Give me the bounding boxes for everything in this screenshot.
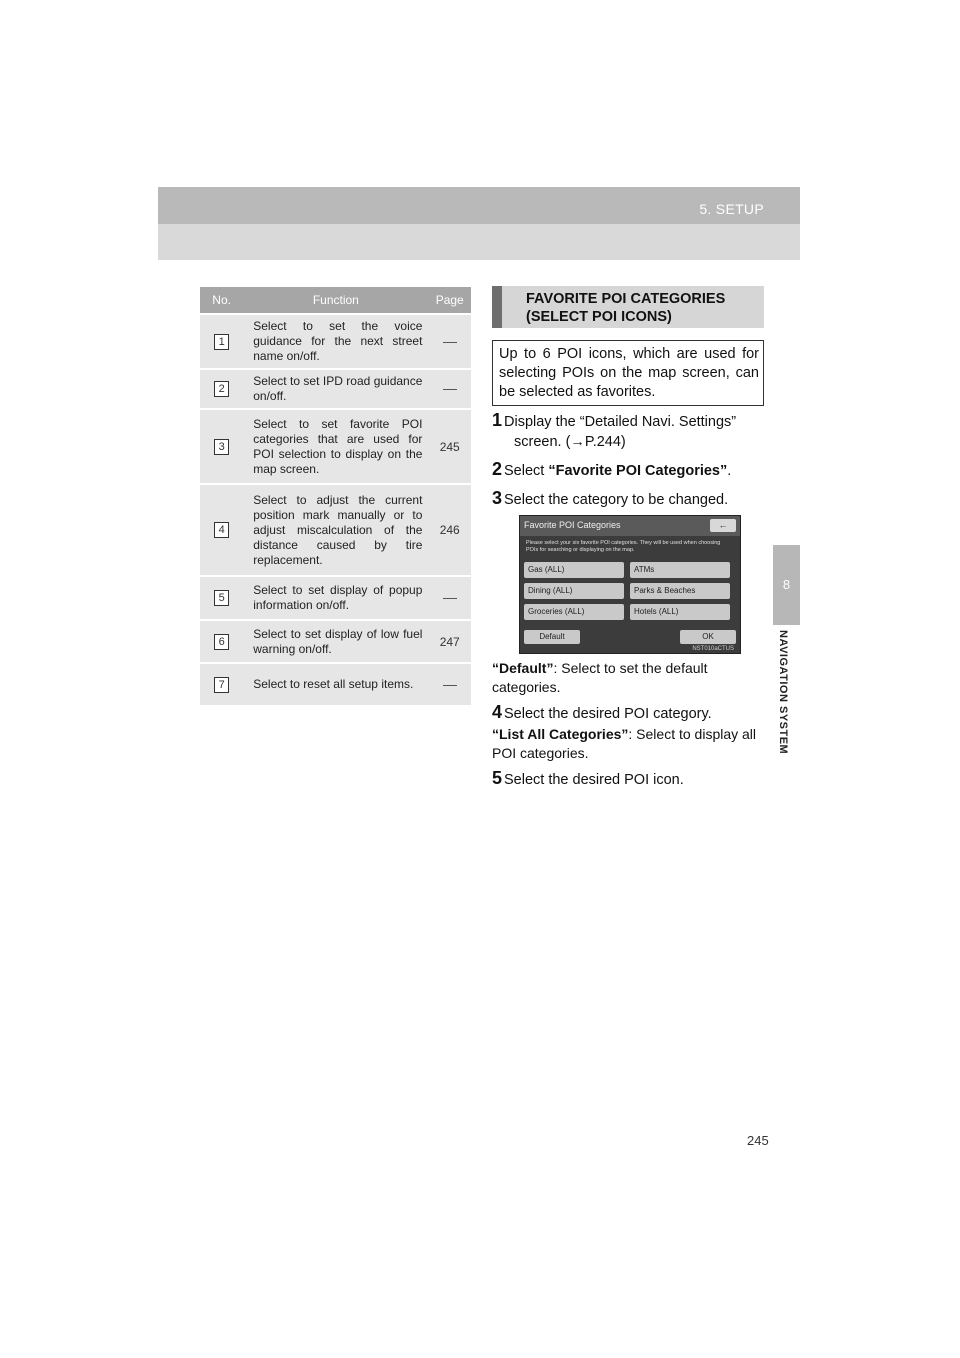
screen-title: Favorite POI Categories — [524, 520, 621, 530]
row-number: 3 — [214, 439, 229, 455]
row-number: 1 — [214, 334, 229, 350]
step-text: Select the desired POI category. — [504, 706, 712, 722]
intro-text: Up to 6 POI icons, which are used for selecting POIs on the map screen, can be selected as favorites. — [499, 346, 759, 400]
step-number: 5 — [492, 768, 503, 788]
row-function: Select to set favorite POI categories that are used for POI selection to display on the map screen. — [243, 409, 428, 484]
page-number: 245 — [747, 1133, 769, 1148]
ok-button: OK — [680, 630, 736, 644]
row-function: Select to adjust the current position mark manually or to adjust miscalculation of the distance caused by tire replacement. — [243, 484, 428, 576]
category-button: Parks & Beaches — [630, 583, 730, 599]
step-text: Select — [504, 463, 549, 479]
table-row — [200, 663, 471, 705]
header-subbar — [158, 224, 800, 260]
list-all-label: “List All Categories” — [492, 726, 629, 742]
table-row — [200, 369, 471, 409]
row-function: Select to set IPD road guidance on/off. — [243, 369, 428, 409]
row-function: Select to set the voice guidance for the next street name on/off. — [243, 314, 428, 369]
row-number: 5 — [214, 590, 229, 606]
table-row — [200, 484, 471, 576]
row-function: Select to set display of popup information on/off. — [243, 576, 428, 620]
row-function: Select to set display of low fuel warning on/off. — [243, 620, 428, 663]
category-button: Dining (ALL) — [524, 583, 624, 599]
dash-mark — [443, 389, 457, 390]
heading-line-2: (SELECT POI ICONS) — [526, 309, 672, 325]
header-bar — [158, 187, 800, 224]
chapter-label: NAVIGATION SYSTEM — [777, 630, 789, 755]
table-row — [200, 620, 471, 663]
step-1 — [492, 410, 736, 432]
step-5 — [492, 768, 684, 790]
category-button: Gas (ALL) — [524, 562, 624, 578]
step-number: 2 — [492, 459, 503, 479]
list-all-text: : Select to display all POI categories. — [492, 726, 757, 761]
step-text: Select the category to be changed. — [504, 492, 729, 508]
col-page: Page — [428, 287, 471, 314]
col-no: No. — [200, 287, 243, 314]
col-function: Function — [243, 287, 428, 314]
back-button: ← — [710, 519, 736, 532]
step-number: 4 — [492, 702, 503, 722]
heading-text — [526, 290, 725, 326]
row-number: 2 — [214, 381, 229, 397]
default-description — [492, 659, 767, 697]
table-header-row — [200, 287, 471, 314]
category-button: ATMs — [630, 562, 730, 578]
section-title: 5. SETUP — [699, 201, 764, 217]
step-text: Select the desired POI icon. — [504, 772, 684, 788]
list-all-description — [492, 725, 767, 763]
step-2 — [492, 459, 731, 481]
step-1-cont: screen. (→P.244) — [514, 434, 626, 450]
default-text: : Select to set the default categories. — [492, 660, 708, 695]
heading-accent — [492, 286, 502, 328]
image-code: NST010aCTUS — [692, 646, 734, 652]
row-page: 246 — [428, 484, 471, 576]
row-page: 247 — [428, 620, 471, 663]
dash-mark — [443, 685, 457, 686]
table-row — [200, 314, 471, 369]
step-number: 3 — [492, 488, 503, 508]
step-4 — [492, 702, 712, 724]
step-number: 1 — [492, 410, 503, 430]
table-row — [200, 576, 471, 620]
category-button: Groceries (ALL) — [524, 604, 624, 620]
step-3 — [492, 488, 728, 510]
function-table — [200, 287, 471, 705]
dash-mark — [443, 342, 457, 343]
category-button: Hotels (ALL) — [630, 604, 730, 620]
row-number: 4 — [214, 522, 229, 538]
default-button: Default — [524, 630, 580, 644]
row-function: Select to reset all setup items. — [243, 663, 428, 705]
default-label: “Default” — [492, 660, 554, 676]
row-number: 7 — [214, 677, 229, 693]
chapter-number: 8 — [773, 545, 800, 625]
step-bold-text: “Favorite POI Categories” — [548, 463, 728, 479]
intro-box — [492, 340, 764, 406]
table-row — [200, 409, 471, 484]
step-text: Display the “Detailed Navi. Settings” — [504, 414, 737, 430]
screen-image — [519, 515, 741, 654]
heading-line-1: FAVORITE POI CATEGORIES — [526, 291, 726, 307]
dash-mark — [443, 598, 457, 599]
screen-description: Please select your six favorite POI categories. They will be used when choosing POIs for searching or displaying on the map. — [526, 540, 721, 553]
section-heading — [492, 286, 764, 328]
step-text-end: . — [727, 463, 732, 479]
screen-titlebar — [520, 516, 740, 536]
row-page: 245 — [428, 409, 471, 484]
row-number: 6 — [214, 634, 229, 650]
